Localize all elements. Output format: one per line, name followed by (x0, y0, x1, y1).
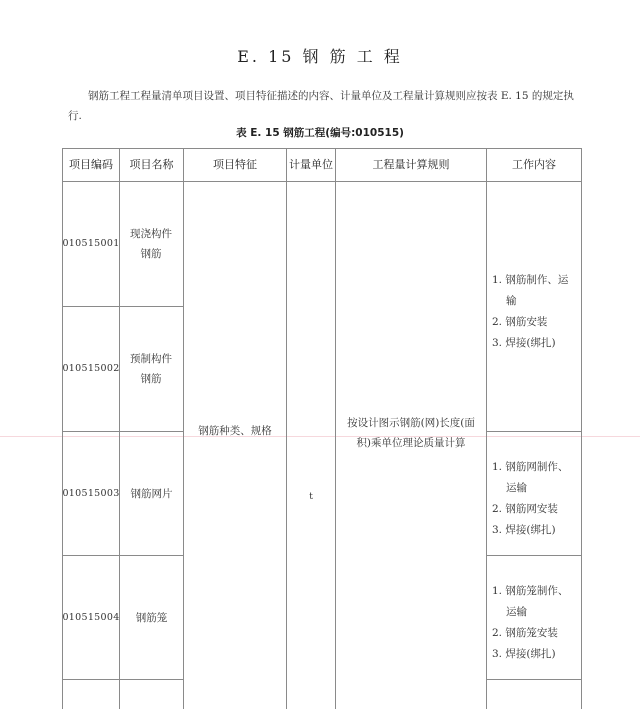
row-divider (486, 679, 581, 680)
row-divider (486, 555, 581, 556)
item-code: 010515002 (62, 363, 120, 374)
intro-paragraph: 钢筋工程工程量清单项目设置、项目特征描述的内容、计量单位及工程量计算规则应按表 E. 15 的规定执行. (68, 90, 574, 122)
column-divider (486, 149, 487, 709)
item-name: 钢筋网片 (130, 487, 173, 500)
column-divider (286, 149, 287, 709)
item-name: 钢筋笼 (135, 611, 168, 624)
work-content-3 (492, 581, 568, 665)
header-feature: 项目特征 (213, 158, 257, 171)
unit-value: t (309, 492, 313, 502)
work-step: 1. 钢筋笼制作、 (492, 585, 569, 597)
work-content-2 (492, 457, 568, 541)
item-name: 预制构件钢筋 (130, 353, 172, 385)
work-step: 1. 钢筋网制作、 (492, 461, 569, 473)
item-code: 010515001 (62, 238, 120, 249)
row-divider (486, 431, 581, 432)
work-step: 1. 钢筋制作、运 (492, 274, 569, 286)
table-caption: 表 E. 15 钢筋工程(编号:010515) (236, 127, 404, 139)
work-step: 3. 焊接(绑扎) (492, 337, 556, 349)
work-step: 运输 (506, 606, 527, 618)
work-step: 2. 钢筋网安装 (492, 503, 558, 515)
header-name: 项目名称 (129, 158, 174, 171)
work-content-1 (492, 270, 568, 354)
work-step: 3. 焊接(绑扎) (492, 524, 556, 536)
work-step: 运输 (506, 482, 527, 494)
work-step: 3. 焊接(绑扎) (492, 648, 556, 660)
work-step: 2. 钢筋安装 (492, 316, 548, 328)
row-divider (63, 679, 183, 680)
header-code: 项目编码 (69, 158, 113, 171)
header-unit: 计量单位 (289, 158, 333, 171)
item-feature: 钢筋种类、规格 (198, 425, 272, 437)
item-code: 010515004 (62, 611, 120, 623)
work-step: 输 (506, 295, 517, 307)
calculation-rule: 按设计图示钢筋(网)长度(面积)乘单位理论质量计算 (347, 417, 475, 449)
section-title: E. 15 钢 筋 工 程 (237, 47, 403, 66)
work-step: 2. 钢筋笼安装 (492, 627, 558, 639)
rebar-table (62, 148, 582, 709)
item-code: 010515003 (62, 487, 120, 499)
header-rule: 工程量计算规则 (372, 158, 450, 171)
item-name: 现浇构件钢筋 (130, 228, 172, 260)
header-work: 工作内容 (512, 158, 556, 171)
column-divider (335, 149, 336, 709)
